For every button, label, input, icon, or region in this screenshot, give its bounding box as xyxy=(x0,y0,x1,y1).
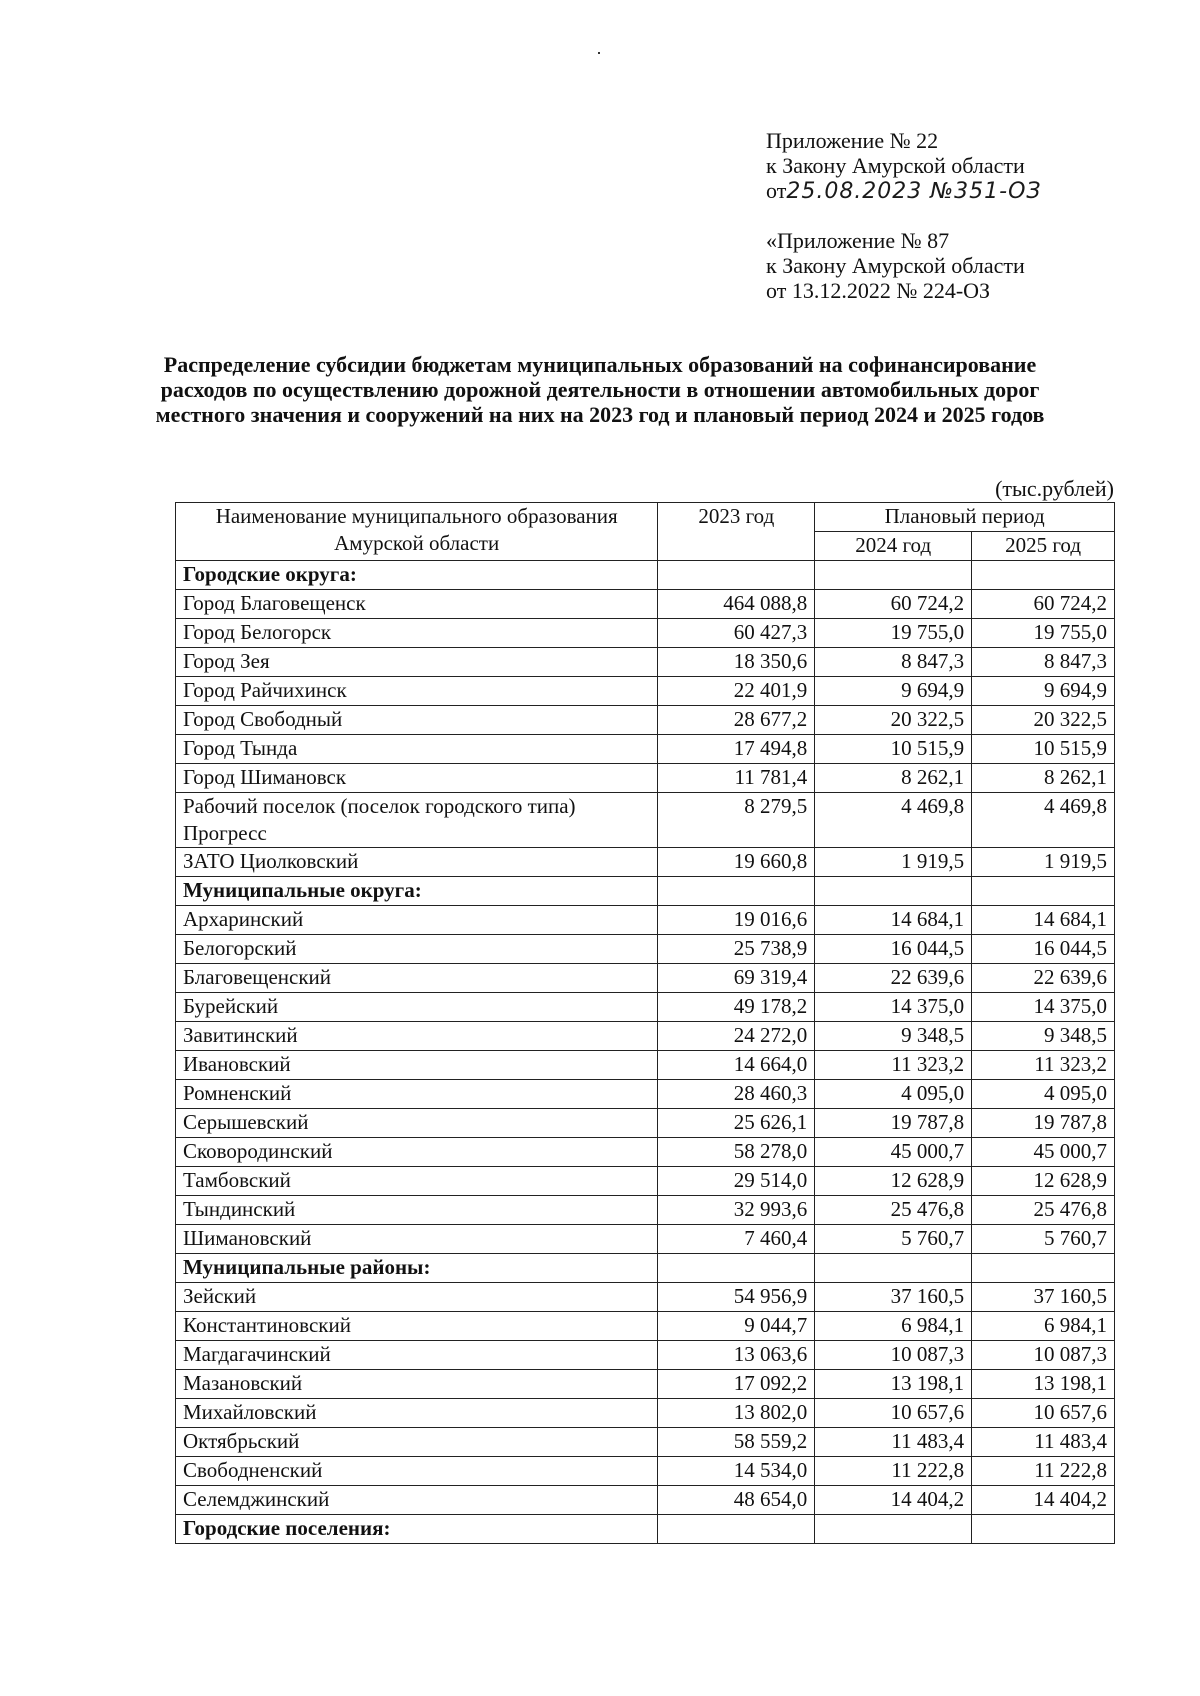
value-2024-cell: 20 322,5 xyxy=(815,706,972,735)
municipality-name-cell: Михайловский xyxy=(176,1399,658,1428)
document-title: Распределение субсидии бюджетам муниципальных образований на софинансирование расходов по осуществлению дорожной деятельности в отношении автомобильных дорог местного значения и сооружений на них на 2023 год и плановый период 2024 и 2025 годов xyxy=(155,352,1045,427)
value-2025-cell: 8 847,3 xyxy=(972,648,1115,677)
table-row xyxy=(176,1167,1115,1196)
value-2023-cell: 24 272,0 xyxy=(658,1022,815,1051)
value-2024-cell: 1 919,5 xyxy=(815,848,972,877)
municipality-name-cell: Ивановский xyxy=(176,1051,658,1080)
value-2024-cell: 25 476,8 xyxy=(815,1196,972,1225)
municipality-name-cell: Константиновский xyxy=(176,1312,658,1341)
value-2024-cell: 8 262,1 xyxy=(815,764,972,793)
appendix-current-line1: Приложение № 22 xyxy=(766,128,939,153)
value-2024-cell: 10 515,9 xyxy=(815,735,972,764)
empty-cell xyxy=(815,1515,972,1544)
municipality-name-cell: Серышевский xyxy=(176,1109,658,1138)
value-2023-cell: 8 279,5 xyxy=(658,793,815,848)
value-2025-cell: 19 755,0 xyxy=(972,619,1115,648)
appendix-prev-line3: от 13.12.2022 № 224-ОЗ xyxy=(766,278,991,303)
table-row xyxy=(176,1196,1115,1225)
value-2025-cell: 4 095,0 xyxy=(972,1080,1115,1109)
table-row xyxy=(176,1022,1115,1051)
value-2025-cell: 5 760,7 xyxy=(972,1225,1115,1254)
value-2025-cell: 14 375,0 xyxy=(972,993,1115,1022)
value-2023-cell: 28 460,3 xyxy=(658,1080,815,1109)
empty-cell xyxy=(972,1254,1115,1283)
value-2025-cell: 45 000,7 xyxy=(972,1138,1115,1167)
table-row xyxy=(176,1283,1115,1312)
value-2023-cell: 14 664,0 xyxy=(658,1051,815,1080)
value-2024-cell: 10 657,6 xyxy=(815,1399,972,1428)
value-2023-cell: 14 534,0 xyxy=(658,1457,815,1486)
section-title: Городские поселения: xyxy=(176,1515,658,1544)
table-row xyxy=(176,590,1115,619)
value-2025-cell: 10 087,3 xyxy=(972,1341,1115,1370)
table-row xyxy=(176,648,1115,677)
empty-cell xyxy=(815,1254,972,1283)
value-2023-cell: 58 278,0 xyxy=(658,1138,815,1167)
value-2025-cell: 9 348,5 xyxy=(972,1022,1115,1051)
value-2025-cell: 12 628,9 xyxy=(972,1167,1115,1196)
unit-label: (тыс.рублей) xyxy=(995,476,1114,501)
value-2023-cell: 13 063,6 xyxy=(658,1341,815,1370)
municipality-name-cell: Город Благовещенск xyxy=(176,590,658,619)
table-row xyxy=(176,1457,1115,1486)
value-2023-cell: 49 178,2 xyxy=(658,993,815,1022)
value-2023-cell: 58 559,2 xyxy=(658,1428,815,1457)
value-2023-cell: 25 626,1 xyxy=(658,1109,815,1138)
table-row xyxy=(176,793,1115,848)
value-2025-cell: 16 044,5 xyxy=(972,935,1115,964)
municipality-name-cell: Рабочий поселок (поселок городского типа) Прогресс xyxy=(176,793,658,848)
municipality-name-cell: Белогорский xyxy=(176,935,658,964)
municipality-name-cell: Октябрьский xyxy=(176,1428,658,1457)
table-row xyxy=(176,935,1115,964)
value-2025-cell: 20 322,5 xyxy=(972,706,1115,735)
value-2023-cell: 464 088,8 xyxy=(658,590,815,619)
value-2023-cell: 19 016,6 xyxy=(658,906,815,935)
header-planned: Плановый период xyxy=(815,503,1115,532)
value-2024-cell: 37 160,5 xyxy=(815,1283,972,1312)
table-row xyxy=(176,1109,1115,1138)
municipality-name-cell: Город Шимановск xyxy=(176,764,658,793)
table-row xyxy=(176,1138,1115,1167)
value-2023-cell: 13 802,0 xyxy=(658,1399,815,1428)
appendix-current-line2: к Закону Амурской области xyxy=(766,153,1025,178)
value-2025-cell: 8 262,1 xyxy=(972,764,1115,793)
value-2024-cell: 4 095,0 xyxy=(815,1080,972,1109)
table-row xyxy=(176,1370,1115,1399)
table-row xyxy=(176,1341,1115,1370)
table-row xyxy=(176,1428,1115,1457)
value-2023-cell: 32 993,6 xyxy=(658,1196,815,1225)
empty-cell xyxy=(815,877,972,906)
municipality-name-cell: Завитинский xyxy=(176,1022,658,1051)
value-2024-cell: 14 375,0 xyxy=(815,993,972,1022)
municipality-name-cell: Благовещенский xyxy=(176,964,658,993)
section-row xyxy=(176,1515,1115,1544)
value-2023-cell: 11 781,4 xyxy=(658,764,815,793)
value-2025-cell: 11 483,4 xyxy=(972,1428,1115,1457)
value-2024-cell: 14 404,2 xyxy=(815,1486,972,1515)
value-2024-cell: 9 694,9 xyxy=(815,677,972,706)
value-2024-cell: 6 984,1 xyxy=(815,1312,972,1341)
municipality-name-cell: Шимановский xyxy=(176,1225,658,1254)
empty-cell xyxy=(658,1254,815,1283)
table-row xyxy=(176,735,1115,764)
municipality-name-cell: Тындинский xyxy=(176,1196,658,1225)
municipality-name-cell: Магдагачинский xyxy=(176,1341,658,1370)
value-2025-cell: 19 787,8 xyxy=(972,1109,1115,1138)
subsidy-table xyxy=(175,502,1115,1544)
value-2024-cell: 13 198,1 xyxy=(815,1370,972,1399)
value-2025-cell: 1 919,5 xyxy=(972,848,1115,877)
value-2024-cell: 19 755,0 xyxy=(815,619,972,648)
table-row xyxy=(176,1399,1115,1428)
value-2025-cell: 4 469,8 xyxy=(972,793,1115,848)
table-row xyxy=(176,1225,1115,1254)
value-2023-cell: 28 677,2 xyxy=(658,706,815,735)
value-2024-cell: 60 724,2 xyxy=(815,590,972,619)
section-title: Муниципальные округа: xyxy=(176,877,658,906)
value-2023-cell: 19 660,8 xyxy=(658,848,815,877)
value-2023-cell: 17 494,8 xyxy=(658,735,815,764)
value-2024-cell: 8 847,3 xyxy=(815,648,972,677)
value-2023-cell: 7 460,4 xyxy=(658,1225,815,1254)
value-2023-cell: 22 401,9 xyxy=(658,677,815,706)
value-2025-cell: 11 222,8 xyxy=(972,1457,1115,1486)
value-2024-cell: 16 044,5 xyxy=(815,935,972,964)
municipality-name-cell: Город Райчихинск xyxy=(176,677,658,706)
value-2024-cell: 10 087,3 xyxy=(815,1341,972,1370)
value-2025-cell: 25 476,8 xyxy=(972,1196,1115,1225)
municipality-name-cell: Сковородинский xyxy=(176,1138,658,1167)
municipality-name-cell: Зейский xyxy=(176,1283,658,1312)
value-2024-cell: 11 323,2 xyxy=(815,1051,972,1080)
table-row xyxy=(176,1486,1115,1515)
municipality-name-cell: Селемджинский xyxy=(176,1486,658,1515)
appendix-previous-block xyxy=(766,228,1025,303)
table-body xyxy=(176,561,1115,1544)
value-2025-cell: 11 323,2 xyxy=(972,1051,1115,1080)
table-row xyxy=(176,677,1115,706)
value-2023-cell: 9 044,7 xyxy=(658,1312,815,1341)
value-2024-cell: 22 639,6 xyxy=(815,964,972,993)
table-row xyxy=(176,906,1115,935)
value-2023-cell: 18 350,6 xyxy=(658,648,815,677)
value-2023-cell: 25 738,9 xyxy=(658,935,815,964)
municipality-name-cell: Тамбовский xyxy=(176,1167,658,1196)
municipality-name-cell: Город Тында xyxy=(176,735,658,764)
table-row xyxy=(176,1312,1115,1341)
value-2025-cell: 13 198,1 xyxy=(972,1370,1115,1399)
handwritten-date-number: 25.08.2023 №351-ОЗ xyxy=(786,179,1042,204)
table-row xyxy=(176,764,1115,793)
empty-cell xyxy=(972,1515,1115,1544)
value-2025-cell: 9 694,9 xyxy=(972,677,1115,706)
value-2025-cell: 37 160,5 xyxy=(972,1283,1115,1312)
header-2025: 2025 год xyxy=(972,532,1115,561)
municipality-name-cell: Город Свободный xyxy=(176,706,658,735)
value-2024-cell: 19 787,8 xyxy=(815,1109,972,1138)
value-2024-cell: 4 469,8 xyxy=(815,793,972,848)
empty-cell xyxy=(658,877,815,906)
empty-cell xyxy=(972,877,1115,906)
value-2024-cell: 9 348,5 xyxy=(815,1022,972,1051)
section-row xyxy=(176,1254,1115,1283)
value-2023-cell: 54 956,9 xyxy=(658,1283,815,1312)
value-2025-cell: 10 657,6 xyxy=(972,1399,1115,1428)
table-row xyxy=(176,993,1115,1022)
appendix-current-block xyxy=(766,128,1042,204)
value-2023-cell: 48 654,0 xyxy=(658,1486,815,1515)
section-row xyxy=(176,877,1115,906)
value-2024-cell: 5 760,7 xyxy=(815,1225,972,1254)
scan-speck xyxy=(598,52,600,54)
value-2025-cell: 10 515,9 xyxy=(972,735,1115,764)
table-row xyxy=(176,1080,1115,1109)
appendix-current-date-line xyxy=(766,178,1042,204)
value-2025-cell: 14 684,1 xyxy=(972,906,1115,935)
municipality-name-cell: Бурейский xyxy=(176,993,658,1022)
municipality-name-cell: ЗАТО Циолковский xyxy=(176,848,658,877)
municipality-name-cell: Свободненский xyxy=(176,1457,658,1486)
empty-cell xyxy=(658,1515,815,1544)
value-2025-cell: 22 639,6 xyxy=(972,964,1115,993)
section-title: Городские округа: xyxy=(176,561,658,590)
table-row xyxy=(176,848,1115,877)
municipality-name-cell: Город Зея xyxy=(176,648,658,677)
municipality-name-cell: Ромненский xyxy=(176,1080,658,1109)
municipality-name-cell: Мазановский xyxy=(176,1370,658,1399)
value-2024-cell: 45 000,7 xyxy=(815,1138,972,1167)
empty-cell xyxy=(972,561,1115,590)
value-2024-cell: 11 222,8 xyxy=(815,1457,972,1486)
value-2023-cell: 17 092,2 xyxy=(658,1370,815,1399)
section-title: Муниципальные районы: xyxy=(176,1254,658,1283)
municipality-name-cell: Город Белогорск xyxy=(176,619,658,648)
value-2024-cell: 12 628,9 xyxy=(815,1167,972,1196)
appendix-prev-line1: «Приложение № 87 xyxy=(766,228,950,253)
value-2025-cell: 14 404,2 xyxy=(972,1486,1115,1515)
value-2023-cell: 60 427,3 xyxy=(658,619,815,648)
table-row xyxy=(176,964,1115,993)
empty-cell xyxy=(815,561,972,590)
value-2024-cell: 14 684,1 xyxy=(815,906,972,935)
table-row xyxy=(176,619,1115,648)
header-name: Наименование муниципального образования Амурской области xyxy=(176,503,658,561)
table-row xyxy=(176,1051,1115,1080)
value-2025-cell: 6 984,1 xyxy=(972,1312,1115,1341)
municipality-name-cell: Архаринский xyxy=(176,906,658,935)
appendix-prev-line2: к Закону Амурской области xyxy=(766,253,1025,278)
empty-cell xyxy=(658,561,815,590)
section-row xyxy=(176,561,1115,590)
value-2023-cell: 29 514,0 xyxy=(658,1167,815,1196)
appendix-current-prefix: от xyxy=(766,178,787,203)
header-2023: 2023 год xyxy=(658,503,815,561)
value-2024-cell: 11 483,4 xyxy=(815,1428,972,1457)
table-row xyxy=(176,706,1115,735)
value-2023-cell: 69 319,4 xyxy=(658,964,815,993)
header-2024: 2024 год xyxy=(815,532,972,561)
value-2025-cell: 60 724,2 xyxy=(972,590,1115,619)
